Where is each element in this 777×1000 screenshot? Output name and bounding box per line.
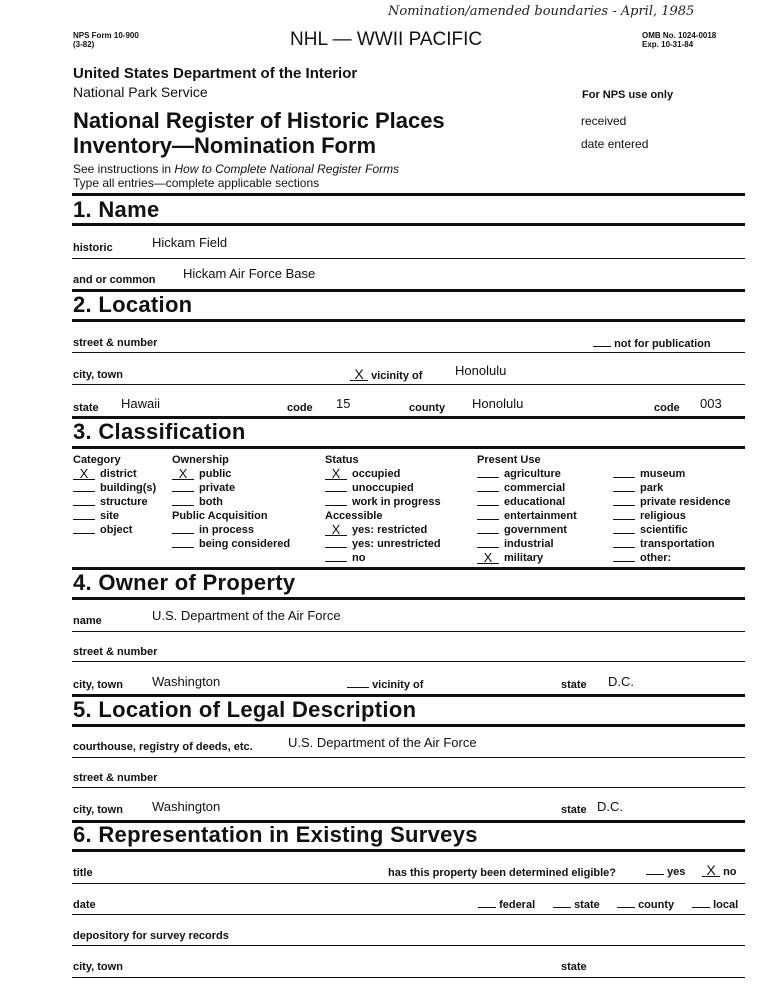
acquisition-heading: Public Acquisition bbox=[172, 510, 268, 522]
checkbox-blank bbox=[617, 898, 635, 908]
yes-label: yes bbox=[667, 866, 686, 878]
status-column bbox=[325, 453, 441, 565]
checkbox-blank bbox=[478, 898, 496, 908]
item-label: in process bbox=[199, 524, 255, 536]
accessible-heading: Accessible bbox=[325, 510, 383, 522]
item-label: being considered bbox=[199, 538, 291, 550]
item-label: work in progress bbox=[352, 496, 441, 508]
use-item bbox=[477, 523, 577, 537]
check-mark bbox=[325, 537, 347, 548]
item-label: industrial bbox=[504, 538, 554, 550]
survey-title-label: title bbox=[73, 867, 93, 879]
survey-date-label: date bbox=[73, 899, 96, 911]
ownership-item bbox=[172, 495, 290, 509]
form-title-1: National Register of Historic Places bbox=[73, 108, 445, 133]
ownership-heading: Ownership bbox=[172, 454, 229, 466]
depository-label: depository for survey records bbox=[73, 930, 229, 942]
use-item bbox=[477, 467, 577, 481]
category-item bbox=[73, 509, 156, 523]
present-use-column-2 bbox=[613, 467, 731, 565]
local-option bbox=[692, 898, 738, 911]
not-for-publication-label: not for publication bbox=[614, 338, 711, 350]
state-label: state bbox=[73, 402, 99, 414]
omb-number: OMB No. 1024-0018 bbox=[642, 31, 717, 40]
status-heading: Status bbox=[325, 454, 359, 466]
vicinity-field bbox=[350, 366, 422, 382]
check-mark: X bbox=[172, 469, 194, 480]
use-item bbox=[477, 495, 577, 509]
check-mark bbox=[477, 467, 499, 478]
item-label: private bbox=[199, 482, 236, 494]
item-label: scientific bbox=[640, 524, 688, 536]
legal-city-label: city, town bbox=[73, 804, 123, 816]
date-entered-label: date entered bbox=[581, 137, 649, 151]
use-item bbox=[613, 537, 731, 551]
section-5-title: 5. Location of Legal Description bbox=[73, 697, 417, 722]
series-title: NHL — WWII PACIFIC bbox=[290, 29, 483, 50]
instructions-title: How to Complete National Register Forms bbox=[174, 162, 400, 176]
status-item bbox=[325, 495, 441, 509]
check-mark bbox=[172, 537, 194, 548]
ownership-item bbox=[172, 481, 290, 495]
instructions bbox=[73, 162, 399, 176]
courthouse-value: U.S. Department of the Air Force bbox=[288, 735, 477, 750]
rule bbox=[72, 914, 745, 915]
section-4-title: 4. Owner of Property bbox=[73, 570, 296, 595]
no-label: no bbox=[723, 866, 737, 878]
acquisition-item bbox=[172, 523, 290, 537]
item-label: educational bbox=[504, 496, 566, 508]
section-1-title: 1. Name bbox=[73, 197, 160, 222]
use-item bbox=[613, 495, 731, 509]
category-item bbox=[73, 495, 156, 509]
eligible-yes bbox=[646, 865, 685, 878]
received-label: received bbox=[581, 114, 627, 128]
form-number: NPS Form 10-900 bbox=[73, 31, 139, 40]
handwritten-note: Nomination/amended boundaries - April, 1985 bbox=[388, 4, 695, 19]
check-mark bbox=[613, 509, 635, 520]
item-label: commercial bbox=[504, 482, 566, 494]
item-label: no bbox=[352, 552, 366, 564]
historic-label: historic bbox=[73, 242, 113, 254]
check-mark bbox=[325, 551, 347, 562]
rule bbox=[72, 446, 745, 449]
rule bbox=[72, 223, 745, 226]
item-label: museum bbox=[640, 468, 686, 480]
courthouse-label: courthouse, registry of deeds, etc. bbox=[73, 741, 253, 753]
acquisition-item bbox=[172, 537, 290, 551]
instructions-line-2: Type all entries—complete applicable sections bbox=[73, 176, 320, 190]
check-mark bbox=[325, 481, 347, 492]
no-checkmark: X bbox=[702, 862, 720, 877]
rule bbox=[72, 787, 745, 788]
checkbox-blank bbox=[347, 678, 369, 688]
use-item bbox=[477, 509, 577, 523]
rule bbox=[72, 849, 745, 852]
check-mark: X bbox=[325, 525, 347, 536]
rule bbox=[72, 258, 745, 259]
item-label: structure bbox=[100, 496, 148, 508]
use-item bbox=[613, 467, 731, 481]
city-label: city, town bbox=[73, 369, 123, 381]
federal-label: federal bbox=[499, 899, 536, 911]
category-item bbox=[73, 467, 156, 481]
check-mark bbox=[73, 495, 95, 506]
item-label: public bbox=[199, 468, 232, 480]
check-mark: X bbox=[325, 469, 347, 480]
accessible-item bbox=[325, 551, 441, 565]
local-option-label: local bbox=[713, 899, 739, 911]
form-date: (3-82) bbox=[73, 40, 95, 49]
owner-city-label: city, town bbox=[73, 679, 123, 691]
rule bbox=[72, 319, 745, 322]
vicinity-checkmark: X bbox=[350, 366, 368, 381]
code-value: 15 bbox=[336, 396, 351, 411]
item-label: transportation bbox=[640, 538, 715, 550]
check-mark bbox=[613, 537, 635, 548]
code-label: code bbox=[287, 402, 313, 414]
historic-value: Hickam Field bbox=[152, 235, 228, 250]
common-value: Hickam Air Force Base bbox=[183, 266, 316, 281]
check-mark bbox=[613, 481, 635, 492]
item-label: occupied bbox=[352, 468, 401, 480]
rule bbox=[72, 631, 745, 632]
accessible-item bbox=[325, 523, 441, 537]
item-label: agriculture bbox=[504, 468, 561, 480]
item-label: unoccupied bbox=[352, 482, 414, 494]
item-label: yes: unrestricted bbox=[352, 538, 441, 550]
rule bbox=[72, 883, 745, 884]
category-item bbox=[73, 523, 156, 537]
check-mark bbox=[477, 523, 499, 534]
check-mark bbox=[477, 481, 499, 492]
owner-vicinity bbox=[347, 678, 423, 691]
owner-name-label: name bbox=[73, 615, 102, 627]
use-item bbox=[477, 551, 577, 565]
item-label: military bbox=[504, 552, 544, 564]
legal-state-label: state bbox=[561, 804, 587, 816]
check-mark bbox=[172, 495, 194, 506]
category-heading: Category bbox=[73, 454, 121, 466]
section-3-title: 3. Classification bbox=[73, 419, 246, 444]
use-item bbox=[613, 481, 731, 495]
instructions-prefix: See instructions in bbox=[73, 162, 175, 176]
item-label: yes: restricted bbox=[352, 524, 428, 536]
check-mark bbox=[477, 495, 499, 506]
department: United States Department of the Interior bbox=[73, 65, 358, 82]
state-value: Hawaii bbox=[121, 396, 161, 411]
check-mark bbox=[477, 509, 499, 520]
item-label: site bbox=[100, 510, 119, 522]
form-title-2: Inventory—Nomination Form bbox=[73, 133, 377, 158]
check-mark bbox=[613, 467, 635, 478]
common-label: and or common bbox=[73, 274, 156, 286]
present-use-column-1 bbox=[477, 453, 577, 565]
county-code-label: code bbox=[654, 402, 680, 414]
eligible-question: has this property been determined eligible? bbox=[388, 867, 616, 879]
checkbox-blank bbox=[692, 898, 710, 908]
checkbox-blank bbox=[553, 898, 571, 908]
check-mark bbox=[325, 495, 347, 506]
eligible-no bbox=[702, 862, 737, 878]
owner-vicinity-label: vicinity of bbox=[372, 679, 424, 691]
state-option-label: state bbox=[574, 899, 600, 911]
status-item bbox=[325, 467, 441, 481]
item-label: government bbox=[504, 524, 567, 536]
survey-state-label: state bbox=[561, 961, 587, 973]
rule bbox=[72, 757, 745, 758]
agency: National Park Service bbox=[73, 84, 208, 100]
check-mark bbox=[172, 481, 194, 492]
omb-expiration: Exp. 10-31-84 bbox=[642, 40, 694, 49]
not-for-publication bbox=[593, 337, 711, 350]
section-6-title: 6. Representation in Existing Surveys bbox=[73, 822, 478, 847]
item-label: object bbox=[100, 524, 133, 536]
owner-name-value: U.S. Department of the Air Force bbox=[152, 608, 341, 623]
state-option bbox=[553, 898, 600, 911]
ownership-item bbox=[172, 467, 290, 481]
street-label: street & number bbox=[73, 337, 158, 349]
federal-option bbox=[478, 898, 535, 911]
check-mark bbox=[613, 551, 635, 562]
owner-street-label: street & number bbox=[73, 646, 158, 658]
use-item bbox=[613, 551, 731, 565]
county-label: county bbox=[409, 402, 446, 414]
check-mark bbox=[613, 523, 635, 534]
item-label: entertainment bbox=[504, 510, 577, 522]
legal-street-label: street & number bbox=[73, 772, 158, 784]
survey-city-label: city, town bbox=[73, 961, 123, 973]
accessible-item bbox=[325, 537, 441, 551]
section-2-title: 2. Location bbox=[73, 292, 193, 317]
check-mark: X bbox=[477, 553, 499, 564]
county-value: Honolulu bbox=[472, 396, 524, 411]
rule bbox=[72, 352, 745, 353]
item-label: district bbox=[100, 468, 137, 480]
vicinity-label: vicinity of bbox=[371, 370, 423, 382]
check-mark bbox=[73, 481, 95, 492]
legal-state-value: D.C. bbox=[597, 799, 623, 814]
item-label: private residence bbox=[640, 496, 731, 508]
owner-state-value: D.C. bbox=[608, 674, 634, 689]
check-mark bbox=[172, 523, 194, 534]
item-label: park bbox=[640, 482, 664, 494]
item-label: building(s) bbox=[100, 482, 157, 494]
use-item bbox=[613, 523, 731, 537]
item-label: both bbox=[199, 496, 223, 508]
nps-use-only: For NPS use only bbox=[582, 89, 674, 101]
legal-city-value: Washington bbox=[152, 799, 221, 814]
category-column bbox=[73, 453, 156, 537]
use-item bbox=[477, 481, 577, 495]
check-mark: X bbox=[73, 469, 95, 480]
check-mark bbox=[613, 495, 635, 506]
city-value: Honolulu bbox=[455, 363, 507, 378]
item-label: other: bbox=[640, 552, 672, 564]
item-label: religious bbox=[640, 510, 686, 522]
rule bbox=[72, 193, 745, 196]
rule bbox=[72, 945, 745, 946]
rule bbox=[72, 384, 745, 385]
use-item bbox=[477, 537, 577, 551]
ownership-column bbox=[172, 453, 290, 551]
checkbox-blank bbox=[646, 865, 664, 875]
owner-city-value: Washington bbox=[152, 674, 221, 689]
check-mark bbox=[73, 509, 95, 520]
present-use-heading: Present Use bbox=[477, 454, 541, 466]
rule bbox=[72, 661, 745, 662]
county-option bbox=[617, 898, 674, 911]
rule bbox=[72, 724, 745, 727]
check-mark bbox=[73, 523, 95, 534]
category-item bbox=[73, 481, 156, 495]
owner-state-label: state bbox=[561, 679, 587, 691]
checkbox-blank bbox=[593, 337, 611, 347]
county-option-label: county bbox=[638, 899, 675, 911]
rule bbox=[72, 977, 745, 978]
status-item bbox=[325, 481, 441, 495]
use-item bbox=[613, 509, 731, 523]
county-code-value: 003 bbox=[700, 396, 722, 411]
rule bbox=[72, 597, 745, 600]
check-mark bbox=[477, 537, 499, 548]
